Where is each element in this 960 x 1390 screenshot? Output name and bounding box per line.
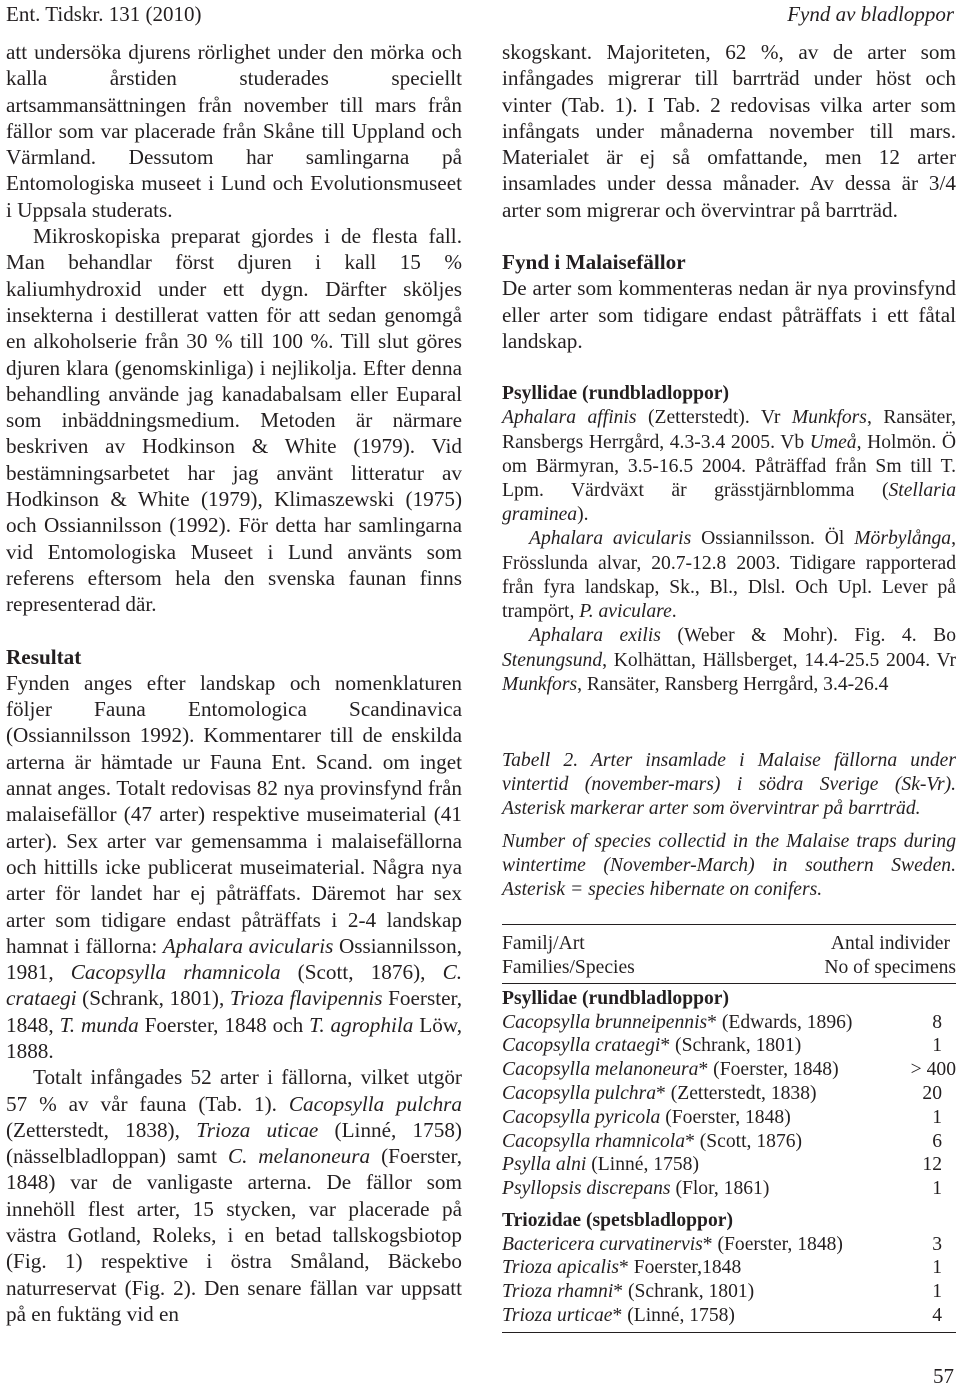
page-number: 57	[933, 1364, 954, 1388]
table-row: Psyllopsis discrepans (Flor, 1861) 1	[502, 1178, 942, 1200]
table-bottom-rule	[502, 1332, 956, 1333]
table-row: Bactericera curvatinervis* (Foerster, 1848) 3	[502, 1233, 942, 1255]
table-row: Trioza rhamni* (Schrank, 1801) 1	[502, 1281, 942, 1303]
table-header	[502, 925, 956, 983]
table-header-row	[502, 932, 956, 956]
family-heading-psyllidae: Psyllidae (rundbladloppor)	[502, 383, 730, 405]
left-column	[6, 39, 462, 1327]
column-header-species-en: Families/Species	[502, 956, 635, 978]
running-header-journal: Ent. Tidskr. 131 (2010)	[6, 2, 202, 26]
species-table	[502, 924, 956, 1333]
table-row: Cacopsylla melanoneura* (Foerster, 1848) > 400	[502, 1059, 956, 1081]
table-row: Cacopsylla crataegi* (Schrank, 1801) 1	[502, 1035, 942, 1057]
table-caption-swedish: Tabell 2. Arter insamlade i Malaise fällorna under vintertid (november-mars) i södra Sverige (Sk-Vr). Asterisk markerar arter som övervintrar på barrträd.	[502, 749, 956, 820]
table-row: Cacopsylla pulchra* (Zetterstedt, 1838) 20	[502, 1082, 942, 1104]
paragraph: Totalt infångades 52 arter i fällorna, vilket utgör 57 % av vår fauna (Tab. 1). Cacopsylla pulchra (Zetterstedt, 1838), Trioza uticae (Linné, 1758) (nässelbladloppan) samt C. melanoneura (Foerster, 1848) var de vanligaste arterna. De fällor som innehöll flest arter, 15 stycken, var placerade på västra Gotland, Roleks, i en betad tallskogsbiotop (Fig. 1) respektive i östra Småland, Bäckebo naturreservat (Fig. 2). Den senare fällan var uppsatt på en fuktäng vid en	[6, 1065, 463, 1326]
table-caption-english: Number of species collectid in the Malaise traps during wintertime (November-March) in southern Sweden. Asterisk = species hibernate on conifers.	[502, 830, 956, 900]
section-heading-fynd: Fynd i Malaisefällor	[502, 250, 686, 275]
species-entry: Aphalara avicularis Ossiannilsson. Öl Mörbylånga, Frösslunda alvar, 20.7-12.8 2003. Tidigare rapporterad från fyra landskap, Sk., Bl., Dlsl. Och Upl. Lever på trampört, P. aviculare.	[502, 528, 956, 623]
table-group-heading: Triozidae (spetsbladloppor)	[502, 1209, 733, 1231]
column-header-species: Familj/Art	[502, 933, 585, 955]
table-row: Cacopsylla pyricola (Foerster, 1848) 1	[502, 1106, 942, 1128]
paragraph: att undersöka djurens rörlighet under den mörka och kalla årstiden studerades speciellt artsammansättningen från november till mars från fällor som var placerade från Skåne till Uppland och Värmland. Dessutom har samlingarna på Entomologiska museet i Lund och Evolutionsmuseet i Uppsala studerats.	[6, 40, 462, 222]
species-entry: Aphalara exilis (Weber & Mohr). Fig. 4. Bo Stenungsund, Kolhättan, Hällsberget, 14.4-25.5 2004. Vr Munkfors, Ransäter, Ransberg Herrgård, 3.4-26.4	[502, 625, 956, 695]
table-row: Trioza apicalis* Foerster,1848 1	[502, 1257, 942, 1279]
table-header-row	[502, 956, 956, 980]
column-header-count-en: No of specimens	[824, 956, 956, 978]
species-entry: Aphalara affinis (Zetterstedt). Vr Munkfors, Ransäter, Ransbergs Herrgård, 4.3-3.4 2005. Vb Umeå, Holmön. Ö om Bärmyran, 3.5-16.5 2004. Påträffad från Sm till T. Lpm. Värdväxt är grässtjärnblomma (Stellaria graminea).	[502, 407, 956, 526]
species-accounts	[502, 382, 956, 697]
table-group-heading: Psyllidae (rundbladloppor)	[502, 987, 730, 1009]
table-row: Psylla alni (Linné, 1758) 12	[502, 1154, 942, 1176]
running-header-title: Fynd av bladloppor	[787, 2, 954, 26]
paragraph: De arter som kommenteras nedan är nya provinsfynd eller arter som tidigare endast påträffats i ett fåtal landskap.	[502, 276, 956, 353]
table-row: Cacopsylla brunneipennis* (Edwards, 1896) 8	[502, 1011, 942, 1033]
section-heading-resultat: Resultat	[6, 644, 82, 669]
table-row: Trioza urticae* (Linné, 1758) 4	[502, 1305, 942, 1327]
table-body	[502, 984, 956, 1332]
paragraph: Mikroskopiska preparat gjordes i de flesta fall. Man behandlar först djuren i kall 15 % kaliumhydroxid under ett dygn. Därfter sköljes insekterna i destillerat vatten för att sedan genomgå en alkoholserie från 30 % till 100 %. Till slut göres djuren klara (genomskinliga) i nejlikolja. Efter denna behandling använde jag kanadabalsam eller Euparal som inbäddningsmedium. Metoden är närmare beskriven av Hodkinson & White (1979). Vid bestämningsarbetet har jag använt litteratur av Hodkinson & White (1979), Klimaszewski (1975) och Ossiannilsson (1992). För detta har samlingarna vid Entomologiska Museet i Lund använts som referens eftersom hela den svenska faunan finns representerad där.	[6, 224, 462, 617]
paragraph: skogskant. Majoriteten, 62 %, av de arter som infångades migrerar till barrträd under höst och vinter (Tab. 1). I Tab. 2 redovisas vilka arter som infångats under månaderna november till mars. Materialet är ej så omfattande, men 12 arter insamlades under dessa månader. Av dessa är 3/4 arter som migrerar och övervintrar på barrträd.	[502, 40, 956, 222]
right-column	[502, 39, 956, 1333]
column-header-count: Antal individer	[830, 933, 950, 955]
paragraph: Fynden anges efter landskap och nomenklaturen följer Fauna Entomologica Scandinavica (Ossiannilsson 1992). Kommentarer till de enskilda arterna är hämtade ur Fauna Ent. Scand. om inget annat anges. Totalt redovisas 82 nya provinsfynd från malaisefällor (47 arter) respektive museimaterial (41 arter). Sex arter var gemensamma i malaisefällorna och hittills icke publicerat museimaterial. Några nya arter för landet har ej påträffats. Däremot har sex arter som tidigare endast påträffats i 2-4 landskap hamnat i fällorna: Aphalara avicularis Ossiannilsson, 1981, Cacopsylla rhamnicola (Scott, 1876), C. crataegi (Schrank, 1801), Trioza flavipennis Foerster, 1848, T. munda Foerster, 1848 och T. agrophila Löw, 1888.	[6, 670, 463, 1063]
table-row: Cacopsylla rhamnicola* (Scott, 1876) 6	[502, 1130, 942, 1152]
